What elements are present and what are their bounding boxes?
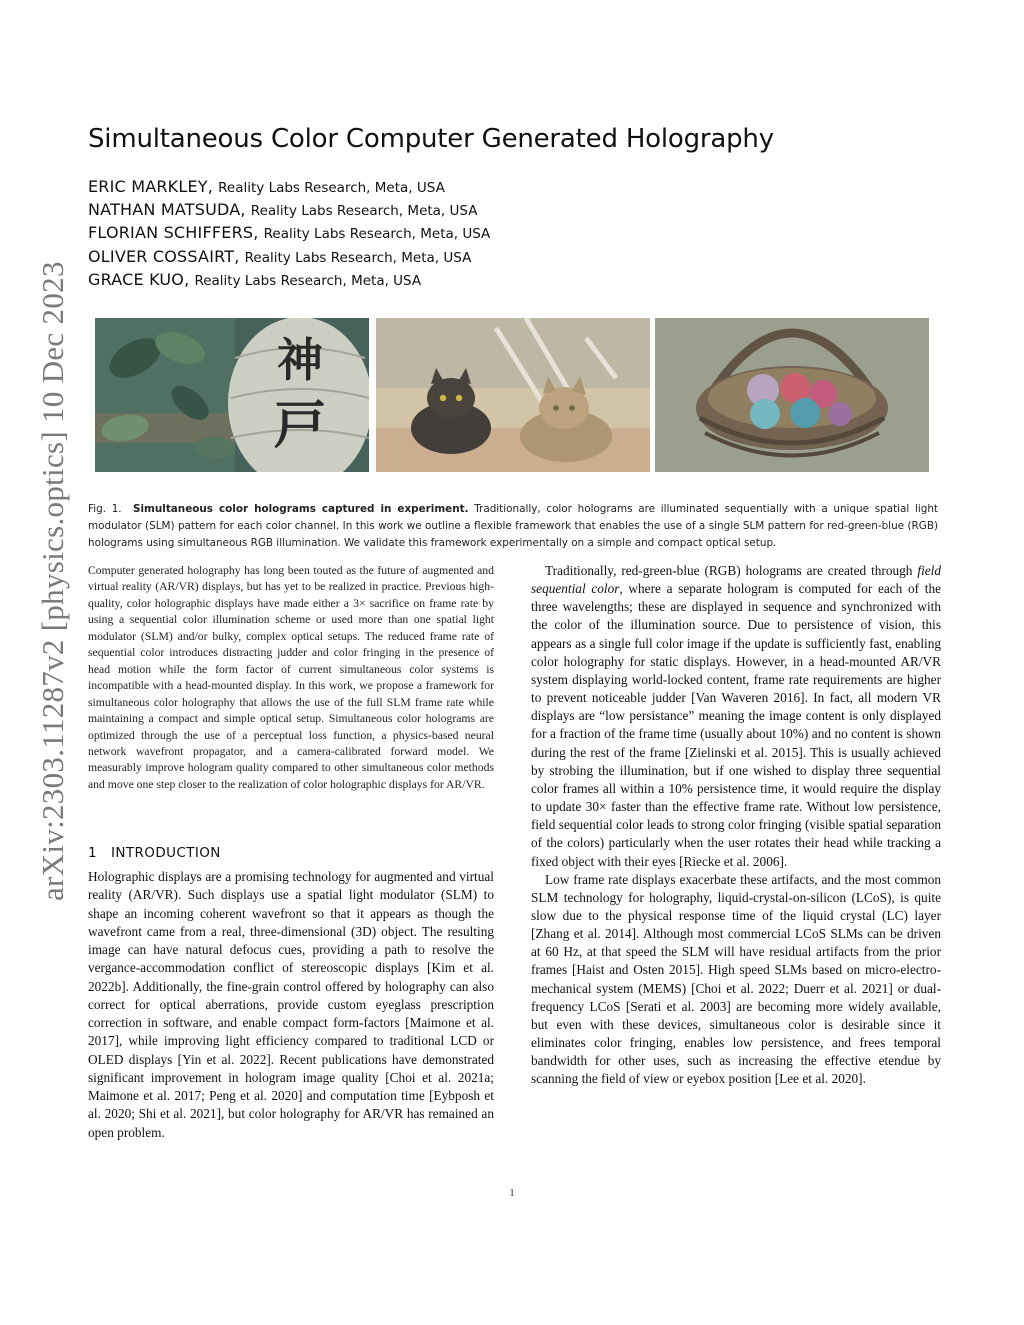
- arxiv-stamp: arXiv:2303.11287v2 [physics.optics] 10 Dec 2023: [35, 261, 70, 901]
- author-affiliation: Reality Labs Research, Meta, USA: [244, 249, 472, 266]
- author-line: [88, 268, 490, 291]
- caption-bold: Simultaneous color holograms captured in experiment.: [132, 503, 469, 515]
- author-name: NATHAN MATSUDA,: [88, 200, 246, 220]
- figure-caption: [88, 501, 938, 553]
- lantern-photo: [95, 318, 369, 472]
- author-affiliation: Reality Labs Research, Meta, USA: [250, 203, 478, 220]
- easter-basket-photo: [655, 318, 929, 472]
- p1-rest: , where a separate hologram is computed for each of the three wavelengths; these are displayed in sequence and synchronized with the color of the illumination source. Due to persistence of vision, this appears as a single full color image if the update is sufficiently fast, enabling color holography for static displays. However, in a head-mounted AR/VR system displaying world-locked content, frame rate requirements are higher to prevent noticeable judder [Van Waveren 2016]. In fact, all modern VR displays are “low persistance” meaning the image content is only displayed for a fraction of the frame time (usually about 10%) and no content is shown during the rest of the frame [Zielinski et al. 2015]. This is usually achieved by strobing the illumination, but if one wished to display three sequential color frames all within a 10% persistence time, it would require the display to update 30× faster than the effective frame rate. Without low persistence, field sequential color leads to strong color fringing (visible spatial separation of the colors) particularly when the user rotates their head while tracking a fixed object with their eyes [Riecke et al. 2006].: [531, 581, 942, 869]
- section-number: 1: [88, 845, 97, 861]
- cats-image: [376, 318, 650, 472]
- cats-photo: [376, 318, 650, 472]
- section-title: INTRODUCTION: [111, 845, 221, 861]
- author-affiliation: Reality Labs Research, Meta, USA: [263, 226, 491, 243]
- intro-paragraph: Holographic displays are a promising technology for augmented and virtual reality (AR/VR). Such displays use a spatial light modulator (SLM) to shape an incoming coherent wavefront so that it appears as though the wavefront came from a real, three-dimensional (3D) object. The resulting image can have natural defocus cues, providing a path to resolve the vergance-accommodation conflict of stereoscopic displays [Kim et al. 2022b]. Additionally, the fine-grain control offered by holography can also correct for optical aberrations, provide custom eyeglass prescription correction in software, and enable compact form-factors [Maimone et al. 2017], while improving light efficiency compared to traditional LCD or OLED displays [Yin et al. 2022]. Recent publications have demonstrated significant improvement in hologram image quality [Choi et al. 2021a; Maimone et al. 2017; Peng et al. 2020] and computation time [Eybposh et al. 2020; Shi et al. 2021], but color holography for AR/VR has remained an open problem.: [88, 869, 494, 1140]
- author-line: [88, 198, 490, 221]
- section-heading: [88, 845, 221, 861]
- caption-label: Fig. 1.: [88, 503, 122, 515]
- author-name: ERIC MARKLEY,: [88, 177, 214, 196]
- right-column: [531, 562, 941, 1089]
- right-paragraph-2: Low frame rate displays exacerbate these artifacts, and the most common SLM technology for holography, liquid-crystal-on-silicon (LCoS), is quite slow due to the physical response time of the liquid crystal (LC) layer [Zhang et al. 2014]. Although most commercial LCoS SLMs can be driven at 60 Hz, at that speed the SLM will have residual artifacts from the prior frames [Haist and Osten 2015]. High speed SLMs based on micro-electro-mechanical system (MEMS) [Choi et al. 2022; Duerr et al. 2021] or dual-frequency LCoS [Serati et al. 2003] are becoming more widely available, but even with these devices, simultaneous color is desirable since it eliminates color fringing, enables low persistence, and frees temporal bandwidth for other uses, such as increasing the effective etendue by scanning the field of view or eyebox position [Lee et al. 2020].: [531, 871, 941, 1087]
- svg-text:神: 神: [277, 333, 323, 387]
- author-name: GRACE KUO,: [88, 269, 190, 289]
- p1-start: Traditionally, red-green-blue (RGB) holograms are created through: [545, 563, 913, 578]
- abstract: Computer generated holography has long been touted as the future of augmented and virtual reality (AR/VR) displays, but has yet to be realized in practice. Previous high-quality, color holographic displays have made either a 3× sacrifice on frame rate by using a sequential color illumination scheme or used more than one spatial light modulator (SLM) and/or bulky, complex optical setups. The reduced frame rate of sequential color introduces distracting judder and color fringing in the presence of head motion while the form factor of current simultaneous color systems is incompatible with a head-mounted display. In this work, we propose a framework for simultaneous color holography that allows the use of the full SLM frame rate while maintaining a compact and simple optical setup. Simultaneous color holograms are optimized through the use of a perceptual loss function, a physics-based neural network wavefront propagator, and a camera-calibrated forward model. We measurably improve hologram quality compared to other simultaneous color methods and move one step closer to the realization of color holographic displays for AR/VR.: [88, 564, 494, 791]
- paper-title: Simultaneous Color Computer Generated Holography: [88, 124, 774, 154]
- right-paragraph-1: [531, 562, 941, 871]
- svg-text:戸: 戸: [273, 396, 327, 456]
- author-line: [88, 221, 490, 244]
- author-name: FLORIAN SCHIFFERS,: [88, 223, 259, 243]
- figure-1: [95, 318, 929, 472]
- page-number: 1: [509, 1187, 515, 1199]
- author-name: OLIVER COSSAIRT,: [88, 246, 240, 266]
- author-line: [88, 245, 490, 268]
- p1-term: field sequential color: [531, 563, 942, 597]
- basket-image: [655, 318, 929, 472]
- author-list: [88, 175, 490, 291]
- lantern-image: [95, 318, 369, 472]
- author-affiliation: Reality Labs Research, Meta, USA: [194, 272, 422, 289]
- author-line: [88, 175, 490, 198]
- author-affiliation: Reality Labs Research, Meta, USA: [218, 180, 445, 196]
- caption-text: Traditionally, color holograms are illuminated sequentially with a unique spatial light modulator (SLM) pattern for each color channel. In this work we outline a flexible framework that enables the use of a single SLM pattern for red-green-blue (RGB) holograms using simultaneous RGB illumination. We validate this framework experimentally on a simple and compact optical setup.: [88, 503, 938, 550]
